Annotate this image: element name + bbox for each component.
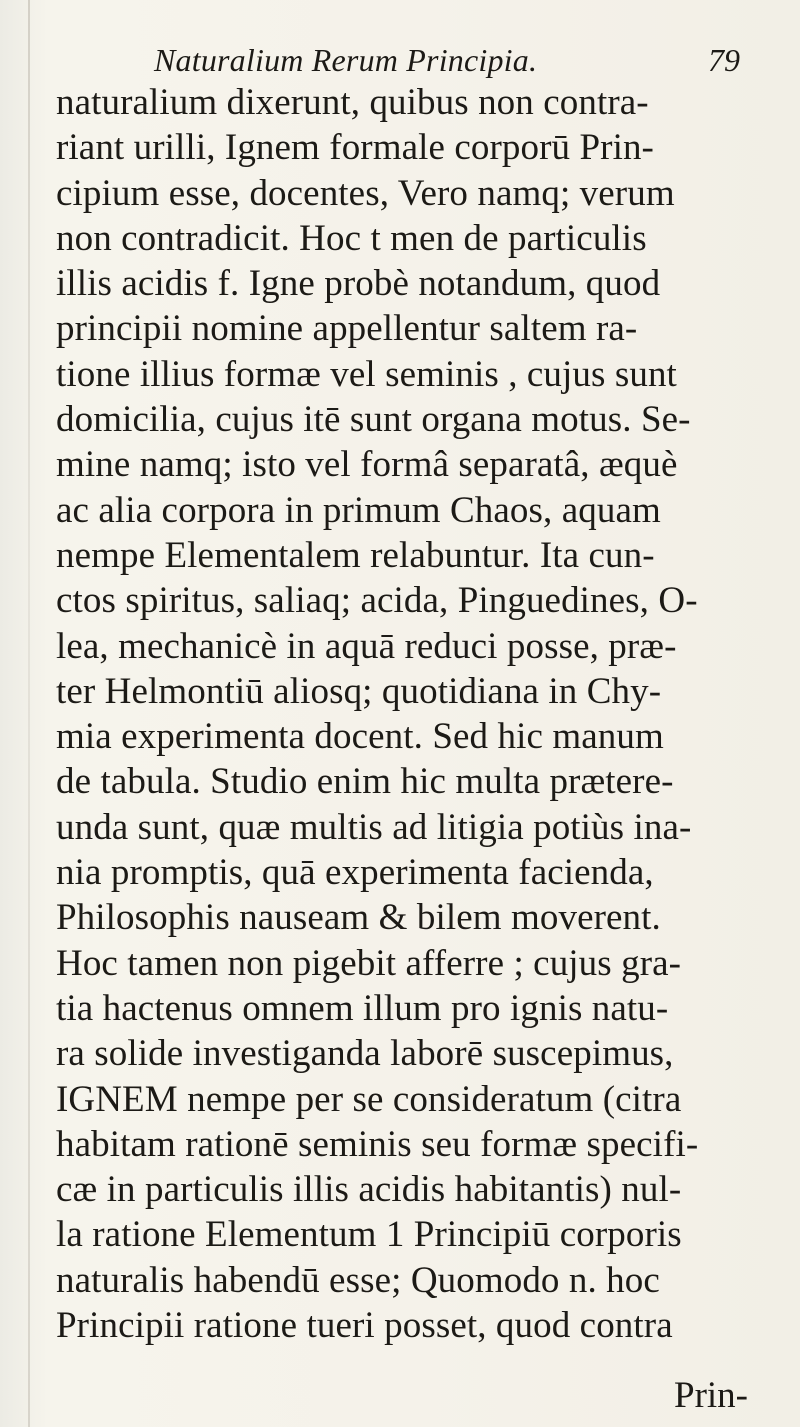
text-line: cipium esse, docentes, Vero namq; verum: [56, 172, 675, 214]
page-number: 79: [708, 42, 740, 78]
text-line: ter Helmontiū aliosq; quotidiana in Chy-: [56, 670, 662, 712]
text-line: domicilia, cujus itē sunt organa motus. Se-: [56, 399, 691, 441]
text-line: nempe Elementalem relabuntur. Ita cun-: [56, 534, 655, 576]
running-title: Naturalium Rerum Principia.: [154, 42, 538, 78]
text-line: IGNEM nempe per se consideratum (citra: [56, 1078, 682, 1120]
text-line: ac alia corpora in primum Chaos, aquam: [56, 489, 661, 531]
text-line: nia promptis, quā experimenta facienda,: [56, 852, 654, 894]
text-line: Philosophis nauseam & bilem moverent.: [56, 897, 661, 939]
text-line: riant urilli, Ignem formale corporū Prin-: [56, 127, 654, 169]
text-line: mia experimenta docent. Sed hic manum: [56, 716, 664, 758]
text-line: Hoc tamen non pigebit afferre ; cujus gra-: [56, 942, 682, 984]
text-line: ctos spiritus, saliaq; acida, Pinguedines, O-: [56, 580, 698, 622]
text-line: non contradicit. Hoc t men de particulis: [56, 217, 647, 259]
text-line: la ratione Elementum 1 Principiū corporis: [56, 1214, 682, 1256]
text-line: Principii ratione tueri posset, quod contra: [56, 1305, 673, 1347]
text-line: cæ in particulis illis acidis habitantis) nul-: [56, 1169, 682, 1211]
page-gutter-edge: [28, 0, 30, 1427]
text-line: tia hactenus omnem illum pro ignis natu-: [56, 987, 669, 1029]
text-line: naturalis habendū esse; Quomodo n. hoc: [56, 1259, 660, 1301]
catchword-row: [0, 1374, 800, 1418]
body-text: [56, 80, 796, 1348]
text-line: mine namq; isto vel formâ separatâ, æquè: [56, 444, 678, 486]
text-line: lea, mechanicè in aquā reduci posse, præ-: [56, 625, 677, 667]
catchword: Prin-: [674, 1375, 748, 1416]
text-line: naturalium dixerunt, quibus non contra-: [56, 82, 649, 123]
text-line: tione illius formæ vel seminis , cujus sunt: [56, 353, 677, 395]
text-line: habitam rationē seminis seu formæ specifi-: [56, 1123, 699, 1165]
running-head: [0, 40, 800, 80]
text-line: ra solide investiganda laborē suscepimus,: [56, 1033, 674, 1075]
text-line: illis acidis f. Igne probè notandum, quod: [56, 263, 661, 305]
text-line: de tabula. Studio enim hic multa prætere-: [56, 761, 674, 803]
text-line: unda sunt, quæ multis ad litigia potiùs ina-: [56, 806, 692, 848]
text-line: principii nomine appellentur saltem ra-: [56, 308, 638, 350]
